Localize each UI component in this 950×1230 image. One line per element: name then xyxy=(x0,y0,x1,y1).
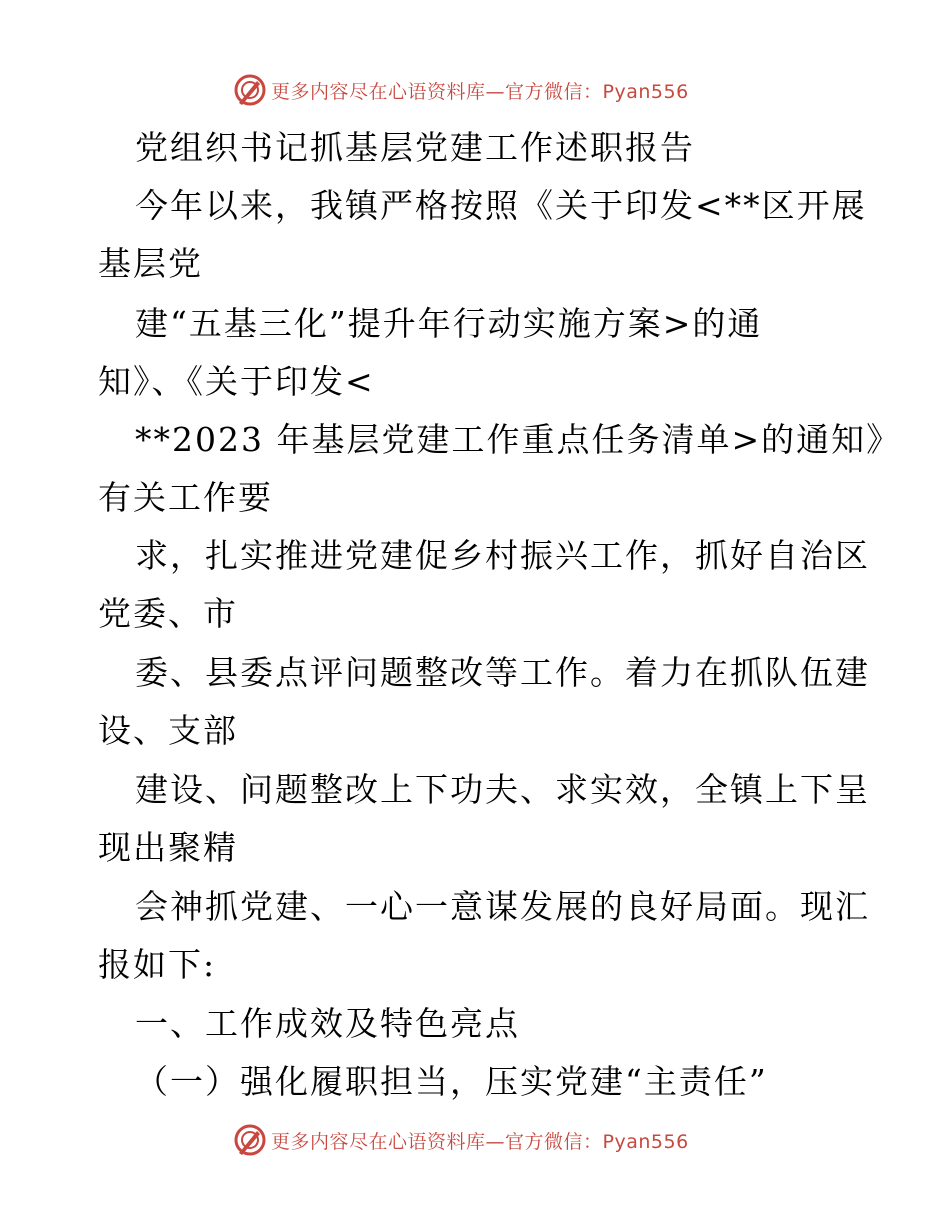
paragraph-line: 会神抓党建、一心一意谋发展的良好局面。现汇 xyxy=(135,887,870,926)
pen-logo-icon xyxy=(233,1123,267,1157)
paragraph-line: 今年以来，我镇严格按照《关于印发<**区开展 xyxy=(135,186,867,225)
watermark-text: 更多内容尽在心语资料库—官方微信：Pyan556 xyxy=(271,80,689,103)
paragraph-line: **2023 年基层党建工作重点任务清单>的通知》 xyxy=(135,420,902,459)
paragraph-line: 设、支部 xyxy=(98,711,238,750)
subsection-heading: （一）强化履职担当，压实党建“主责任” xyxy=(135,1062,768,1101)
paragraph-line: 建设、问题整改上下功夫、求实效，全镇上下呈 xyxy=(135,770,870,809)
paragraph-line: 知》、《关于印发< xyxy=(98,362,375,401)
header-watermark xyxy=(233,70,689,110)
pen-logo-icon xyxy=(233,73,267,107)
paragraph-line: 求，扎实推进党建促乡村振兴工作，抓好自治区 xyxy=(135,536,870,575)
footer-watermark xyxy=(233,1120,689,1160)
watermark-text: 更多内容尽在心语资料库—官方微信：Pyan556 xyxy=(271,1130,689,1153)
paragraph-line: 基层党 xyxy=(98,244,203,283)
section-heading: 一、工作成效及特色亮点 xyxy=(135,1004,520,1043)
paragraph-line: 现出聚精 xyxy=(98,828,238,867)
paragraph-line: 有关工作要 xyxy=(98,478,273,517)
paragraph-line: 党委、市 xyxy=(98,594,238,633)
paragraph-line: 建“五基三化”提升年行动实施方案>的通 xyxy=(135,304,763,343)
document-title: 党组织书记抓基层党建工作述职报告 xyxy=(135,128,695,167)
paragraph-line: 报如下: xyxy=(98,945,217,984)
paragraph-line: 委、县委点评问题整改等工作。着力在抓队伍建 xyxy=(135,653,870,692)
